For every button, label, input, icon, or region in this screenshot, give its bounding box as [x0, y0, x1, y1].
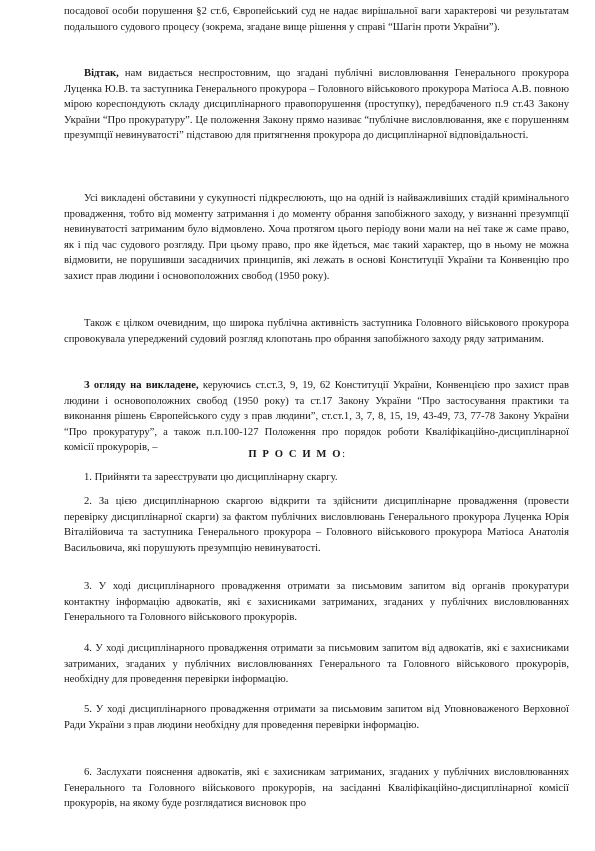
paragraph-lead: Відтак,	[84, 68, 119, 79]
request-heading-text: П Р О С И М О	[248, 449, 343, 460]
list-item	[64, 641, 569, 688]
list-item-text: 5. У ході дисциплінарного провадження отримати за письмовим запитом від Уповноваженого Верховної Ради України з прав людини необхідну для проведення перевірки інформацію.	[64, 704, 569, 731]
paragraph-text: посадової особи порушення §2 ст.6, Європейський суд не надає вирішальної ваги характерові чи результатам подальшого судового процесу (зокрема, згадане вище рішення у справі “Шагін проти України”).	[64, 6, 569, 33]
paragraph-text: Усі викладені обставини у сукупності підкреслюють, що на одній із найважливіших стадій кримінального провадження, тобто від моменту затримання і до моменту обрання запобіжного заходу, у визнанні презумпції невинуватості затриманим було відмовлено. Хоча протягом цього періоду вони мали на неї таке ж саме право, як і під час судового розгляду. При цьому право, про яке йдеться, має такий характер, що в ньому не можна відмовити, не порушивши засадничих принципів, які лежать в основі Конституції України та Конвенцію про захист прав людини і основоположних свобод (1950 року).	[64, 193, 569, 282]
list-item	[64, 470, 569, 486]
list-item-text: 3. У ході дисциплінарного провадження отримати за письмовим запитом від органів прокуратури контактну інформацію адвокатів, які є захисниками затриманих, згаданих у публічних висловлюваннях Генерального та Головного військового прокурорів.	[64, 581, 569, 624]
paragraph-lead: З огляду на викладене,	[84, 380, 199, 391]
paragraph-circumstances	[64, 191, 569, 285]
request-heading-colon: :	[342, 449, 347, 460]
paragraph-text: Також є цілком очевидним, що широка публічна активність заступника Головного військового прокурора спровокувала упереджений судовий розгляд клопотань про обрання запобіжного заходу ряду затриманим.	[64, 318, 569, 345]
list-item-text: 1. Прийняти та зареєструвати цю дисциплінарну скаргу.	[84, 472, 338, 483]
list-item	[64, 579, 569, 626]
request-heading	[0, 447, 595, 463]
list-item	[64, 765, 569, 812]
list-item	[64, 494, 569, 556]
paragraph-text: керуючись ст.ст.3, 9, 19, 62 Конституції України, Конвенцією про захист прав людини і основоположних свобод (1950 року) та ст.17 Закону України “Про застосування практики та виконання рішень Європейського суду з прав людини”, ст.ст.1, 3, 7, 8, 15, 19, 43-49, 73, 77-78 Закону України “Про прокуратуру”, а також п.п.100-127 Положення про порядок роботи Кваліфікаційно-дисциплінарної комісії прокурорів, –	[64, 380, 569, 454]
paragraph-text: нам видається неспростовним, що згадані публічні висловлювання Генерального прокурора Луценка Ю.В. та заступника Генерального прокурора – Головного військового прокурора Матіоса А.В. повною мірою кореспондують складу дисциплінарного правопорушення (проступку), передбаченого п.9 ст.43 Закону України “Про прокуратуру”. Це положення Закону прямо називає “публічне висловлювання, яке є порушенням презумпції невинуватості” підставою для притягнення прокурора до дисциплінарної відповідальності.	[64, 68, 569, 142]
list-item	[64, 702, 569, 733]
paragraph-conclusion	[64, 66, 569, 144]
paragraph-public-activity	[64, 316, 569, 347]
paragraph-legal-basis	[64, 378, 569, 456]
list-item-text: 6. Заслухати пояснення адвокатів, які є захисникам затриманих, згаданих у публічних висловлюваннях Генерального та Головного військового прокурорів, на засіданні Кваліфікаційно-дисциплінарної комісії прокурорів, на якому буде розглядатися висновок про	[64, 767, 569, 810]
paragraph-continuation	[64, 4, 569, 35]
list-item-text: 4. У ході дисциплінарного провадження отримати за письмовим запитом від адвокатів, які є захисниками затриманих, згаданих у публічних висловлюваннях Генерального та Головного військового прокурорів, необхідну для проведення перевірки інформацію.	[64, 643, 569, 686]
list-item-text: 2. За цією дисциплінарною скаргою відкрити та здійснити дисциплінарне провадження (провести перевірку дисциплінарної скарги) за фактом публічних висловлювань Генерального прокурора Луценка Юрія Віталійовича та заступника Генерального прокурора – Головного військового прокурора Матіоса Анатолія Васильовича, які порушують презумпцію невинуватості.	[64, 496, 569, 554]
